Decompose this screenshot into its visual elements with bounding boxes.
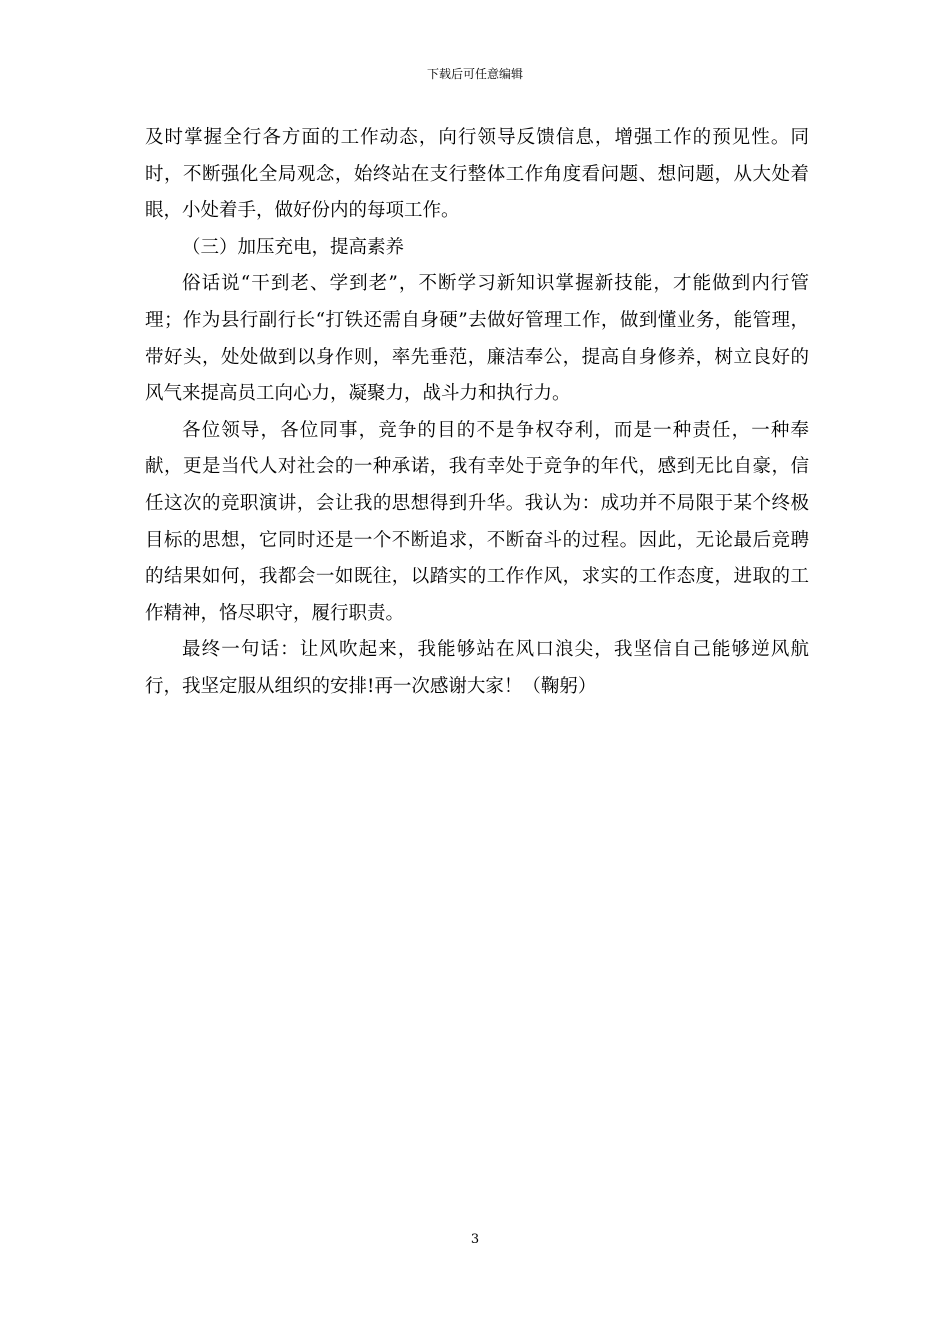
paragraph: 各位领导，各位同事，竞争的目的不是争权夺利，而是一种责任，一种奉献，更是当代人对社会的一种承诺，我有幸处于竞争的年代，感到无比自豪，信任这次的竞职演讲，会让我的思想得到升华。我认为：成功并不局限于某个终极目标的思想，它同时还是一个不断追求，不断奋斗的过程。因此，无论最后竞聘的结果如何，我都会一如既往，以踏实的工作作风，求实的工作态度，进取的工作精神，恪尽职守，履行职责。 [145,419,809,624]
section-heading: （三）加压充电，提高素养 [182,236,405,258]
paragraph: 俗话说“干到老、学到老”，不断学习新知识掌握新技能，才能做到内行管理；作为县行副行长“打铁还需自身硬”去做好管理工作，做到懂业务，能管理，带好头，处处做到以身作则，率先垂范，廉洁奉公，提高自身修养，树立良好的风气来提高员工向心力，凝聚力，战斗力和执行力。 [145,273,809,405]
page-number: 3 [470,1232,480,1247]
paragraph-continuation: 及时掌握全行各方面的工作动态，向行领导反馈信息，增强工作的预见性。同时，不断强化全局观念，始终站在支行整体工作角度看问题、想问题，从大处着眼，小处着手，做好份内的每项工作。 [145,127,809,222]
document-body [145,120,809,706]
closing-paragraph: 最终一句话：让风吹起来，我能够站在风口浪尖，我坚信自己能够逆风航行，我坚定服从组织的安排!再一次感谢大家！（鞠躬） [145,639,809,697]
page-header: 下载后可任意编辑 [426,67,523,81]
